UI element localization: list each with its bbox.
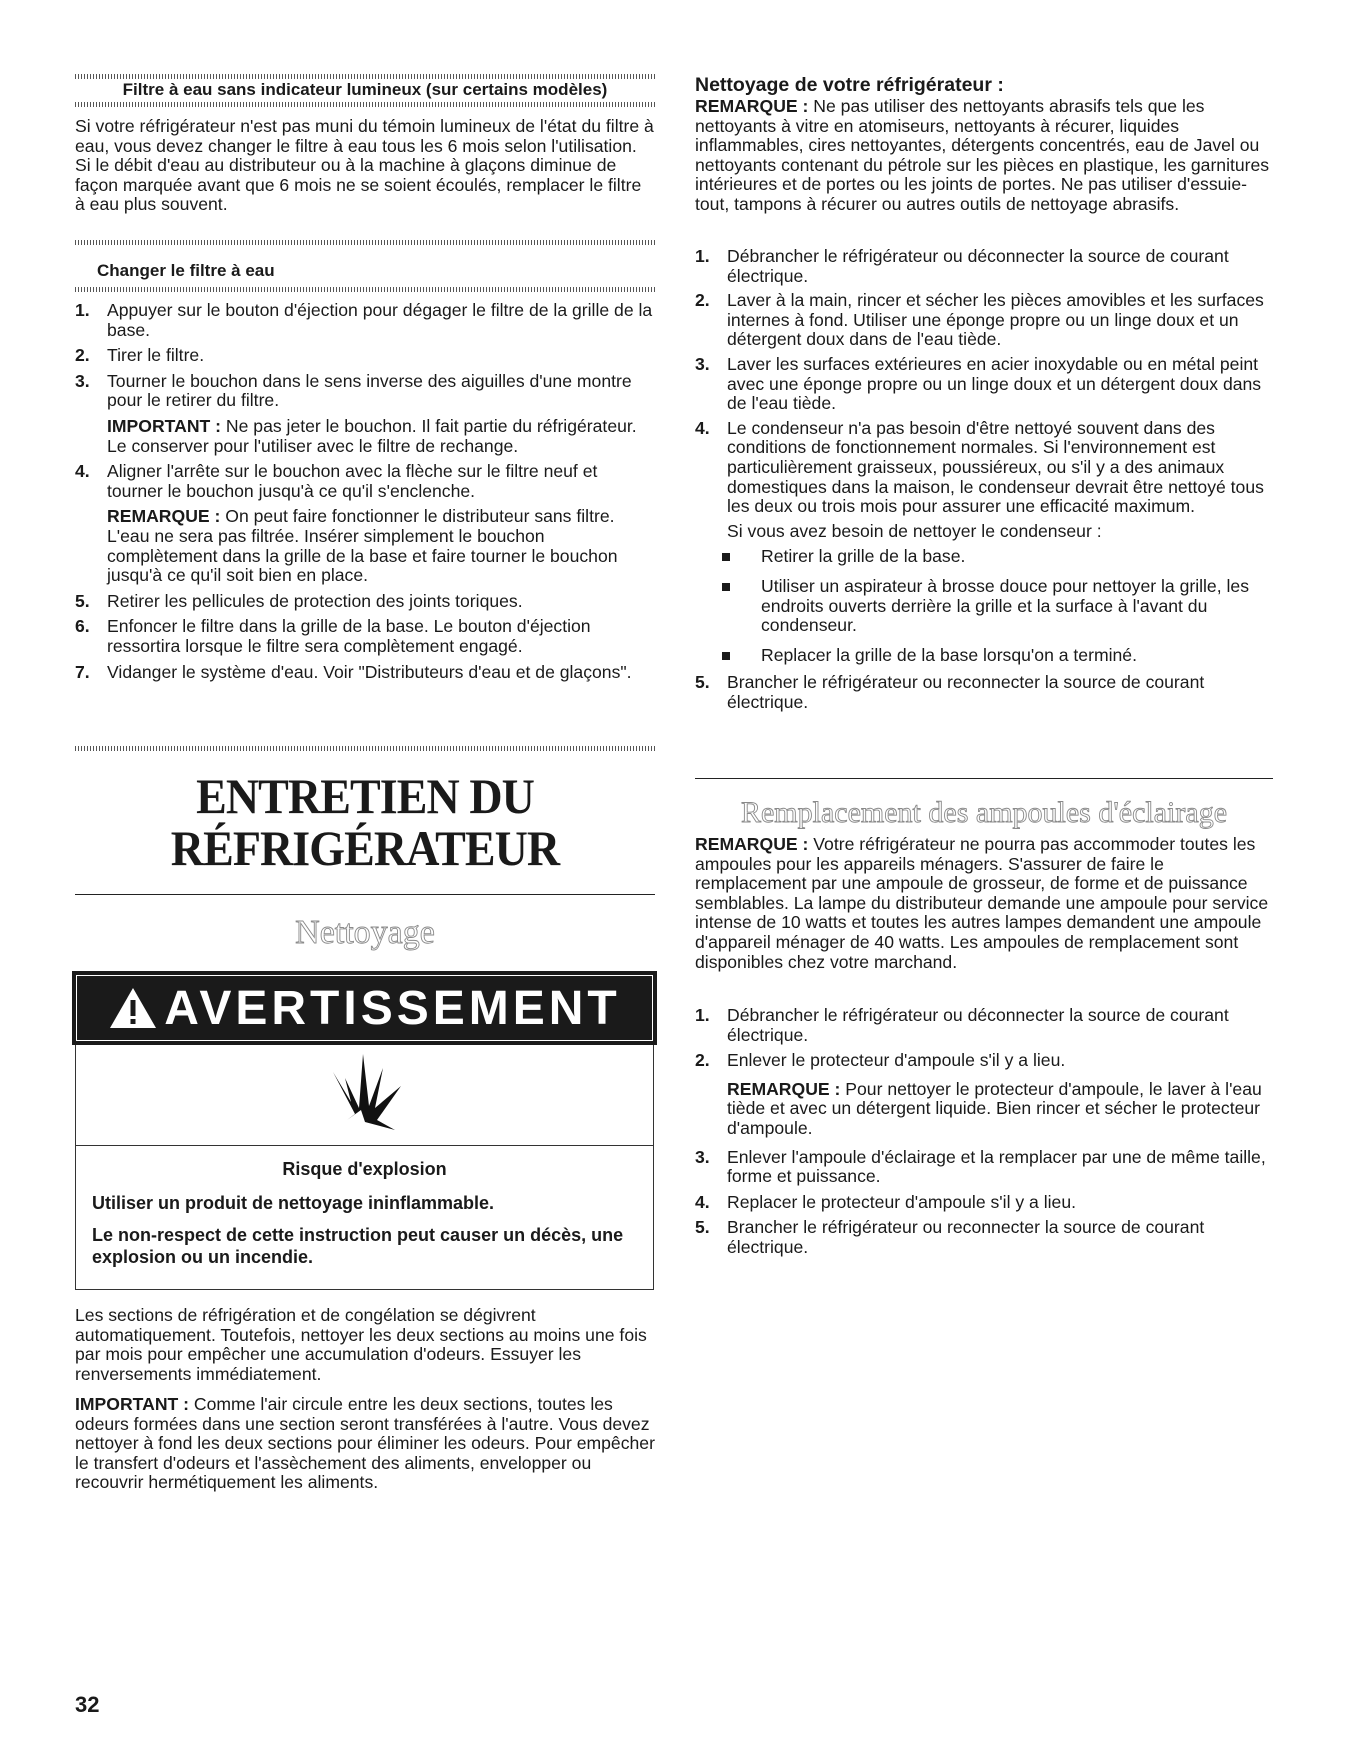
filter-no-light-heading: Filtre à eau sans indicateur lumineux (sur certains modèles) <box>122 80 608 99</box>
main-title-line1: ENTRETIEN DU <box>196 768 534 824</box>
step-item: 7. Vidanger le système d'eau. Voir "Distributeurs d'eau et de glaçons". <box>75 661 632 682</box>
change-filter-heading: Changer le filtre à eau <box>97 261 275 280</box>
step-item: 3. Enlever l'ampoule d'éclairage et la remplacer par une de même taille, forme et puissance. <box>695 1146 1266 1187</box>
step-item: 5. Brancher le réfrigérateur ou reconnecter la source de courant électrique. <box>695 1217 1205 1257</box>
section-title-bulbs: Remplacement des ampoules d'éclairage <box>740 796 1228 829</box>
step-item: 3. Tourner le bouchon dans le sens inverse des aiguilles d'une montre pour le retirer du filtre. IMPORTANT : Ne pas jeter le bouchon. Il fait partie du réfrigérateur. Le conserver pour l'utiliser avec le filtre de rechange. <box>75 372 655 456</box>
bulbs-note: REMARQUE : Votre réfrigérateur ne pourra pas accommoder toutes les ampoules pour les appareils ménagers. S'assurer de faire le remplacement par une ampoule de grosseur, de forme et de puissance semblables. La lampe du distributeur demande une ampoule pour service intense de 10 watts et toutes les autres lampes demandent une ampoule d'appareil ménager de 40 watts. Les ampoules de remplacement sont disponibles chez votre marchand. <box>695 834 1269 972</box>
filter-no-light-body: Si votre réfrigérateur n'est pas muni du témoin lumineux de l'état du filtre à eau, vous devez changer le filtre à eau tous les 6 mois selon l'utilisation. Si le débit d'eau au distributeur ou à la machine à glaçons diminue de façon marquée avant que 6 mois ne se soient écoulés, remplacer le filtre à eau plus souvent. <box>75 116 654 215</box>
step-item: 2. Tirer le filtre. <box>75 345 205 366</box>
bullet-item: Utiliser un aspirateur à brosse douce pour nettoyer la grille, les endroits ouverts derrière la grille et la surface à l'avant du condenseur. <box>695 577 1273 636</box>
cleaning-paragraph-1: Les sections de réfrigération et de congélation se dégivrent automatiquement. Toutefois, nettoyer les deux sections au moins une fois par mois pour empêcher une accumulation d'odeurs. Essuyer les renversements immédiatement. <box>75 1305 647 1384</box>
step-item: 4. Replacer le protecteur d'ampoule s'il y a lieu. <box>695 1191 1076 1212</box>
warning-risk: Risque d'explosion <box>282 1159 447 1179</box>
cleaning-paragraph-2: IMPORTANT : Comme l'air circule entre les deux sections, toutes les odeurs formées dans une section seront transférées à l'autre. Vous devez nettoyer à fond les deux sections pour éliminer les odeurs. Pour empêcher le transfert d'odeurs et l'assèchement des aliments, envelopper ou recouvrir hermétiquement les aliments. <box>75 1394 655 1493</box>
hatch-rule <box>75 74 655 79</box>
bulbs-steps <box>695 1006 1273 1258</box>
step-item: 1. Débrancher le réfrigérateur ou déconnecter la source de courant électrique. <box>695 1005 1229 1045</box>
step-item: 2. Laver à la main, rincer et sécher les pièces amovibles et les surfaces internes à fond. Utiliser une éponge propre ou un linge doux et un détergent doux dans de l'eau tiède. <box>695 290 1264 350</box>
section-title-cleaning: Nettoyage <box>295 914 435 951</box>
warning-box <box>75 974 654 1290</box>
important-note: IMPORTANT : Ne pas jeter le bouchon. Il fait partie du réfrigérateur. Le conserver pour l'utiliser avec le filtre de rechange. <box>107 415 637 456</box>
section-rule <box>695 778 1273 779</box>
warning-triangle-icon <box>108 986 158 1030</box>
step-item: 3. Laver les surfaces extérieures en acier inoxydable ou en métal peint avec une éponge propre ou un linge doux et un détergent doux dans de l'eau tiède. <box>695 353 1262 414</box>
warning-line2: Le non-respect de cette instruction peut causer un décès, une explosion ou un incendie. <box>92 1225 624 1267</box>
warning-text-area <box>76 1145 653 1268</box>
step-item: 5. Brancher le réfrigérateur ou reconnecter la source de courant électrique. <box>695 672 1205 712</box>
step-item: 6. Enfoncer le filtre dans la grille de la base. Le bouton d'éjection ressortira lorsque le filtre sera complètement engagé. <box>75 616 591 656</box>
remarque-note: REMARQUE : Pour nettoyer le protecteur d'ampoule, le laver à l'eau tiède et avec un détergent liquide. Bien rincer et sécher le protecteur d'ampoule. <box>727 1078 1262 1138</box>
step-item: 5. Retirer les pellicules de protection des joints toriques. <box>75 590 523 611</box>
cleaning-heading: Nettoyage de votre réfrigérateur : <box>695 74 1004 96</box>
step-item: 2. Enlever le protecteur d'ampoule s'il y a lieu. REMARQUE : Pour nettoyer le protecteur d'ampoule, le laver à l'eau tiède et avec un détergent liquide. Bien rincer et sécher le protecteur d'ampoule. <box>695 1051 1273 1138</box>
step-item: 1. Appuyer sur le bouton d'éjection pour dégager le filtre de la grille de la base. <box>75 300 653 340</box>
condenser-intro: Si vous avez besoin de nettoyer le condenseur : <box>727 520 1102 541</box>
step-item: 4. Le condenseur n'a pas besoin d'être nettoyé souvent dans des conditions de fonctionnement normales. Si l'environnement est particulièrement graisseux, poussiéreux, ou s'il y a des animaux domestiques dans la maison, le condenseur devrait être nettoyé tous les deux ou trois mois pour assurer une efficacité maximum. Si vous avez besoin de nettoyer le condenseur : Retirer la grille de la base. Utiliser un aspirateur à brosse douce pour nettoyer la grille, les endroits ouverts derrière la grille et la surface à l'avant du condenseur. Replacer la grille de la base lorsqu'on a terminé. <box>695 419 1273 666</box>
change-filter-steps <box>75 301 655 682</box>
bullet-item: Replacer la grille de la base lorsqu'on a terminé. <box>695 646 1273 666</box>
explosion-icon <box>325 1050 405 1136</box>
bullet-item: Retirer la grille de la base. <box>695 547 1273 567</box>
cleaning-steps <box>695 247 1273 712</box>
step-item: 4. Aligner l'arrête sur le bouchon avec la flèche sur le filtre neuf et tourner le bouchon jusqu'à ce qu'il s'enclenche. REMARQUE : On peut faire fonctionner le distributeur sans filtre. L'eau ne sera pas filtrée. Insérer simplement le bouchon complètement dans la grille de la base et faire tourner le bouchon jusqu'à ce qu'il soit bien en place. <box>75 462 655 586</box>
page-number: 32 <box>75 1692 100 1717</box>
hatch-rule <box>75 102 655 107</box>
warning-banner <box>76 975 653 1041</box>
warning-word: AVERTISSEMENT <box>164 981 621 1035</box>
condenser-bullets <box>695 547 1273 665</box>
warning-line1: Utiliser un produit de nettoyage ininflammable. <box>92 1193 495 1213</box>
section-rule <box>75 894 655 895</box>
hatch-rule <box>75 240 655 245</box>
remarque-note: REMARQUE : On peut faire fonctionner le distributeur sans filtre. L'eau ne sera pas filtrée. Insérer simplement le bouchon complètement dans la grille de la base et faire tourner le bouchon jusqu'à ce qu'il soit bien en place. <box>107 506 618 586</box>
hatch-rule <box>75 287 655 292</box>
main-title-line2: RÉFRIGÉRATEUR <box>170 820 560 876</box>
cleaning-note: REMARQUE : Ne pas utiliser des nettoyants abrasifs tels que les nettoyants à vitre en atomiseurs, nettoyants à récurer, liquides inflammables, cires nettoyantes, détergents concentrés, eau de Javel ou nettoyants contenant du pétrole sur les pièces en plastique, les garnitures intérieures et de portes ou les joints de portes. Ne pas utiliser d'essuie-tout, tampons à récurer ou autres outils de nettoyage abrasifs. <box>695 96 1270 214</box>
main-title <box>75 770 655 874</box>
hatch-rule <box>75 746 655 751</box>
step-item: 1. Débrancher le réfrigérateur ou déconnecter la source de courant électrique. <box>695 246 1229 286</box>
explosion-symbol <box>76 1041 653 1145</box>
